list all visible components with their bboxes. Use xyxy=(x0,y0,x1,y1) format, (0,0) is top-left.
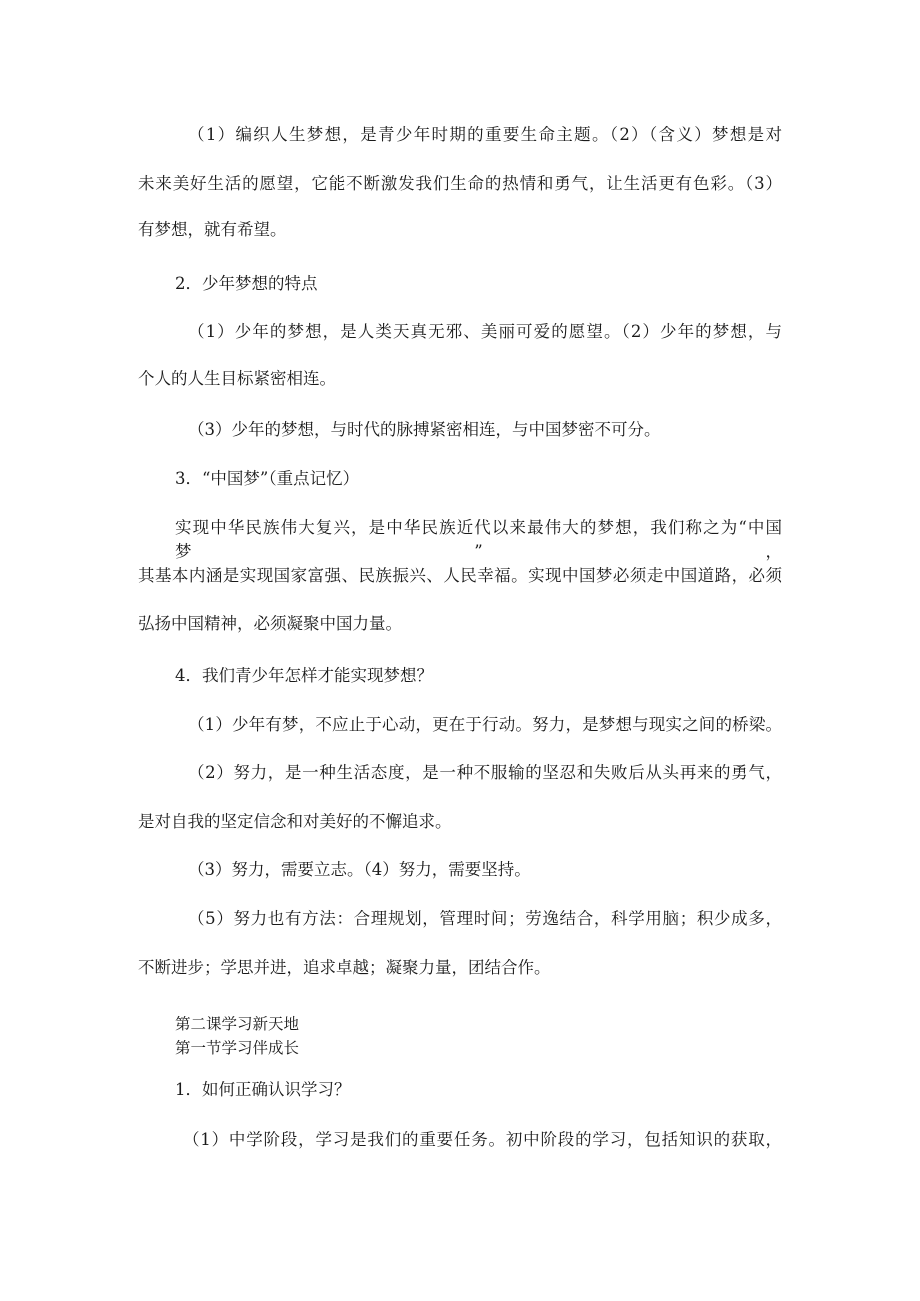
paragraph-line: 个人的人生目标紧密相连。 xyxy=(138,369,336,388)
paragraph-line: 实现中华民族伟大复兴，是中华民族近代以来最伟大的梦想，我们称之为“中国梦”， xyxy=(175,518,782,561)
paragraph-line: 不断进步；学思并进，追求卓越；凝聚力量，团结合作。 xyxy=(138,958,551,977)
paragraph-line: （2）努力，是一种生活态度，是一种不服输的坚忍和失败后从头再来的勇气， xyxy=(188,763,782,782)
paragraph-line: 未来美好生活的愿望，它能不断激发我们生命的热情和勇气，让生活更有色彩。（3） xyxy=(138,174,782,193)
section-heading: 4．我们青少年怎样才能实现梦想？ xyxy=(175,666,433,685)
paragraph-line: （1）少年的梦想，是人类天真无邪、美丽可爱的愿望。（2）少年的梦想，与 xyxy=(188,322,782,341)
paragraph-line: （5）努力也有方法：合理规划，管理时间；劳逸结合，科学用脑；积少成多， xyxy=(188,909,782,928)
paragraph-line: 是对自我的坚定信念和对美好的不懈追求。 xyxy=(138,812,452,831)
paragraph-line: （1）编织人生梦想，是青少年时期的重要生命主题。（2）（含义）梦想是对 xyxy=(188,125,782,144)
paragraph-line: （3）少年的梦想，与时代的脉搏紧密相连，与中国梦密不可分。 xyxy=(188,420,661,439)
paragraph-line: 有梦想，就有希望。 xyxy=(138,220,287,239)
paragraph-line: （1）少年有梦，不应止于心动，更在于行动。努力，是梦想与现实之间的桥梁。 xyxy=(188,715,782,734)
paragraph-line: 弘扬中国精神，必须凝聚中国力量。 xyxy=(138,614,402,633)
section-heading: 3．“中国梦”（重点记忆） xyxy=(175,469,360,488)
paragraph-line: （3）努力，需要立志。（4）努力，需要坚持。 xyxy=(188,860,531,879)
section-heading: 1．如何正确认识学习？ xyxy=(175,1080,351,1099)
section-heading: 2．少年梦想的特点 xyxy=(175,274,318,293)
paragraph-line: 其基本内涵是实现国家富强、民族振兴、人民幸福。实现中国梦必须走中国道路，必须 xyxy=(138,566,782,585)
section-title: 第一节学习伴成长 xyxy=(175,1039,300,1057)
chapter-title: 第二课学习新天地 xyxy=(175,1015,300,1033)
paragraph-line: （1）中学阶段，学习是我们的重要任务。初中阶段的学习，包括知识的获取， xyxy=(183,1130,782,1149)
